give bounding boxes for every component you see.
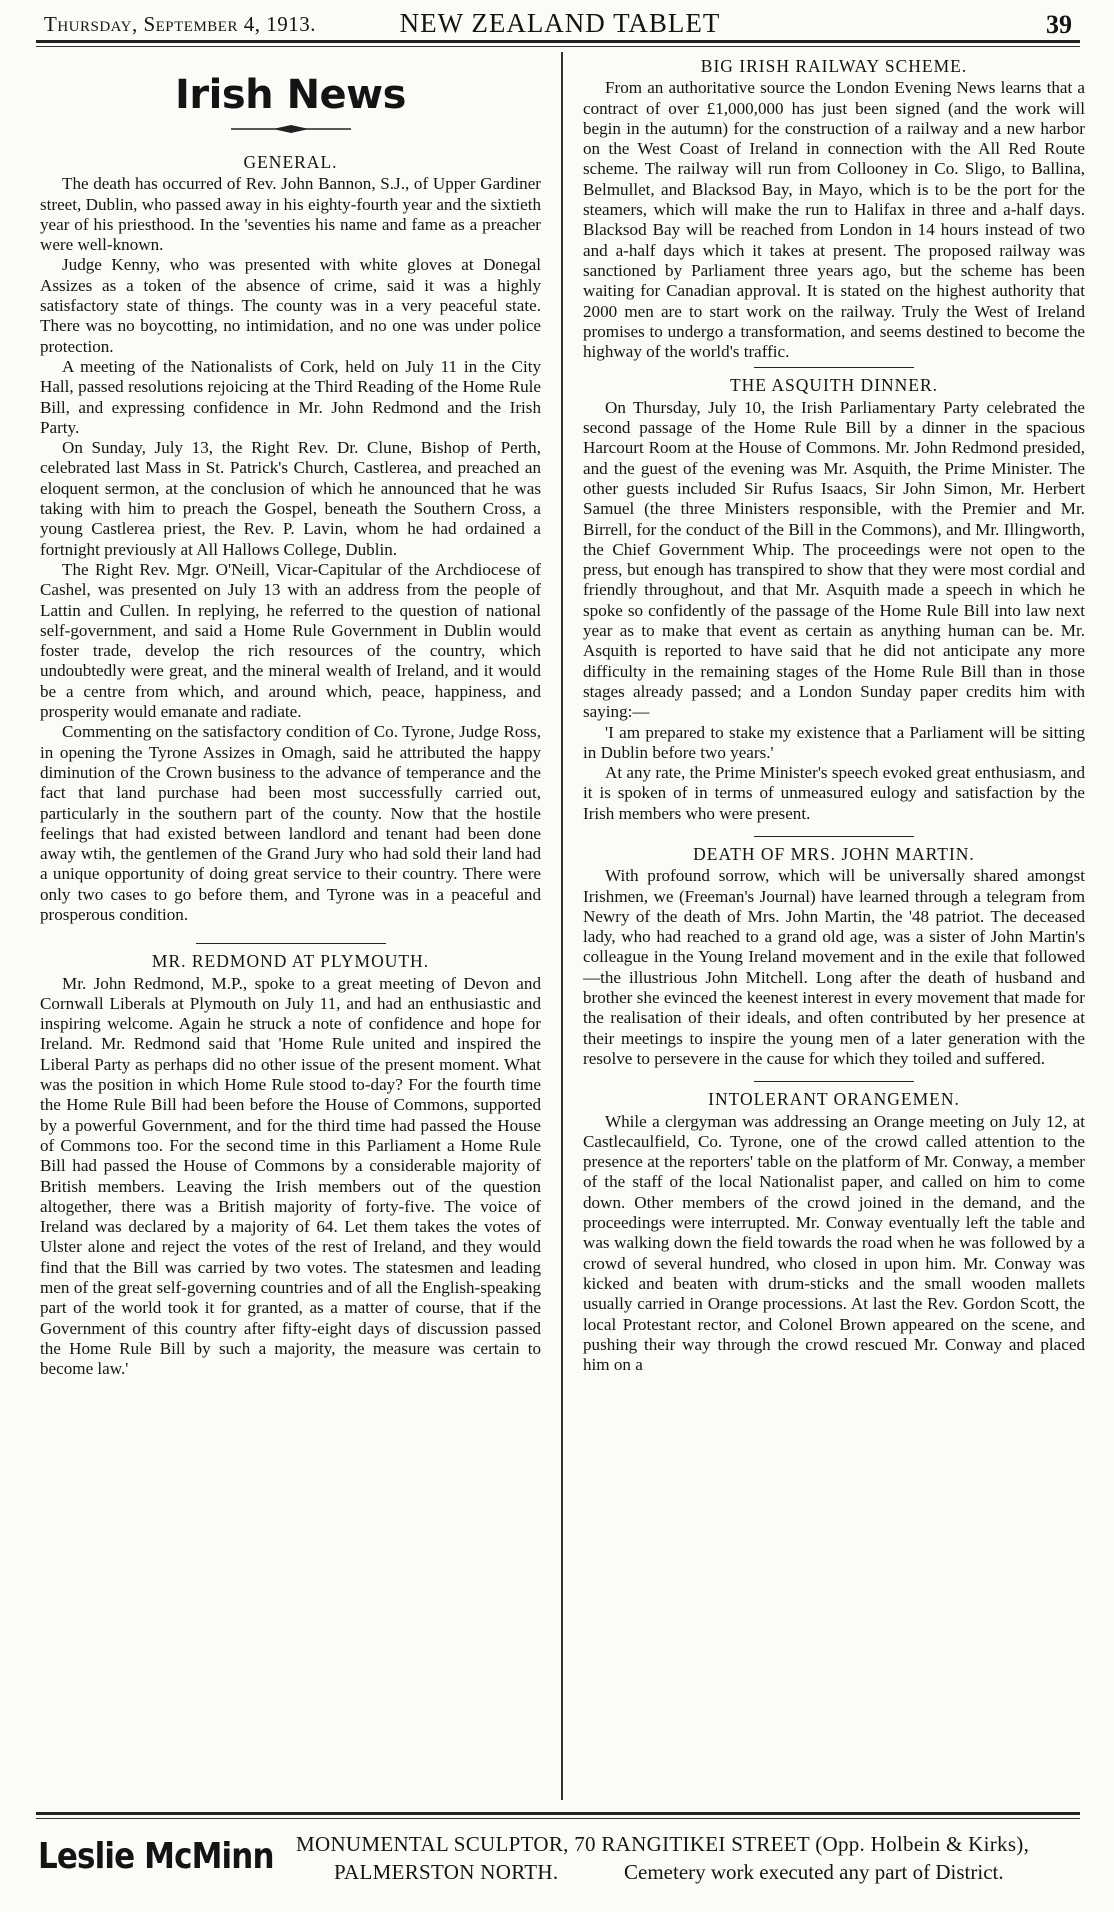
article-heading: DEATH OF MRS. JOHN MARTIN. bbox=[693, 843, 975, 864]
left-column bbox=[40, 56, 541, 1380]
publication-title: NEW ZEALAND TABLET bbox=[399, 8, 721, 38]
article-martin bbox=[583, 844, 1085, 1069]
article-paragraph: The Right Rev. Mgr. O'Neill, Vicar-Capitular of the Archdiocese of Cashel, was presented on July 13 with an address from the people of Lattin and Cullen. In replying, he referred to the question of national self-government, and said a Home Rule Government in Dublin would foster trade, develop the rich resources of the country, which undoubtedly were great, and the mineral wealth of Ireland, and it would be a centre from which, and around which, peace, happiness, and prosperity would emanate and radiate. bbox=[40, 559, 541, 722]
article-asquith bbox=[583, 375, 1085, 824]
title-ornament bbox=[231, 124, 351, 134]
article-paragraph: On Sunday, July 13, the Right Rev. Dr. Clune, Bishop of Perth, celebrated last Mass in St. Patrick's Church, Castlerea, and preached an eloquent sermon, at the conclusion of which he announced that he was taking with him to preach the Gospel, beneath the Southern Cross, a young Castlerea priest, the Rev. P. Lavin, whom he had ordained a fortnight previously at All Hallows College, Dublin. bbox=[40, 438, 541, 559]
article-heading: BIG IRISH RAILWAY SCHEME. bbox=[700, 56, 968, 76]
masthead bbox=[40, 8, 1080, 40]
article-paragraph: From an authoritative source the London Evening News learns that a contract of over £1,000,000 has just been signed (and the work will begin in the autumn) for the construction of a railway and a new harbor on the West Coast of Ireland in connection with the All Red Route scheme. The railway will run from Collooney in Co. Sligo, to Ballina, Belmullet, and Blacksod Bay, in Mayo, which is to be the port for the steamers, which will make the run to Halifax in three and a-half days. Blacksod Bay will be reached from London in 14 hours instead of two and a-half days which it takes at present. The proposed railway was sanctioned by Parliament three years ago, but the scheme has been waiting for Canadian approval. It is stated on the highest authority that 2000 men are to start work on the railway. Truly the West of Ireland promises to undergo a transformation, and seems destined to become the highway of the world's traffic. bbox=[583, 78, 1085, 362]
page-number: 39 bbox=[1046, 10, 1072, 39]
article-paragraph: While a clergyman was addressing an Orange meeting on July 12, at Castlecaulfield, Co. Tyrone, one of the crowd called attention to the presence at the reporters' table on the platform of Mr. Conway, a member of the staff of the local Nationalist paper, and called on him to come down. Other members of the crowd joined in the demand, and the proceedings were interrupted. Mr. Conway eventually left the table and was walking down the field towards the road when he was followed by a crowd of several hundred, who closed in upon him. Mr. Conway was kicked and beaten with drum-sticks and the small wooden mallets usually carried in Orange processions. At last the Rev. Gordon Scott, the local Protestant rector, and Colonel Brown appeared on the scene, and pushing their way through the crowd rescued Mr. Conway and placed him on a bbox=[583, 1111, 1085, 1375]
article-paragraph: Judge Kenny, who was presented with white gloves at Donegal Assizes as a token of the absence of crime, said it was a highly satisfactory state of things. The county was in a very peaceful state. There was no boycotting, no intimidation, and no one was under police protection. bbox=[40, 255, 541, 356]
article-orangemen bbox=[583, 1089, 1085, 1375]
column-divider bbox=[561, 52, 563, 1800]
article-paragraph: A meeting of the Nationalists of Cork, held on July 11 in the City Hall, passed resolutions rejoicing at the Third Reading of the Home Rule Bill, and expressing confidence in Mr. John Redmond and the Irish Party. bbox=[40, 356, 541, 437]
article-general bbox=[40, 152, 541, 925]
header-rule bbox=[36, 40, 1080, 43]
advertisement bbox=[38, 1826, 1082, 1886]
article-heading: MR. REDMOND AT PLYMOUTH. bbox=[151, 951, 430, 972]
article-paragraph: With profound sorrow, which will be universally shared amongst Irishmen, we (Freeman's Journal) have learned through a telegram from Newry of the death of Mrs. John Martin, the '48 patriot. The deceased lady, who had reached to a grand old age, was a sister of John Martin's colleague in the Young Ireland movement and in the exile that followed—the illustrious John Mitchell. Long after the death of husband and brother she evinced the keenest interest in every movement that made for the realisation of their ideals, and often contributed by her presence at their meetings to inspire the young men of a later generation with the resolve to persevere in the cause for which they toiled and suffered. bbox=[583, 866, 1085, 1068]
advertiser-town: PALMERSTON NORTH. bbox=[334, 1860, 559, 1884]
article-quote: 'I am prepared to stake my existence that a Parliament will be sitting in Dublin before two years.' bbox=[583, 722, 1085, 762]
article-separator bbox=[754, 836, 914, 837]
article-paragraph: At any rate, the Prime Minister's speech evoked great enthusiasm, and it is spoken of in terms of unmeasured eulogy and satisfaction by the Irish members who were present. bbox=[583, 763, 1085, 823]
article-separator bbox=[196, 943, 386, 944]
advertiser-service: Cemetery work executed any part of District. bbox=[624, 1860, 1004, 1884]
header-rule-thin bbox=[36, 46, 1080, 47]
article-separator bbox=[754, 1081, 914, 1082]
article-paragraph: Commenting on the satisfactory condition of Co. Tyrone, Judge Ross, in opening the Tyrone Assizes in Omagh, said he attributed the happy diminution of the Crown business to the advance of temperance and the fact that land purchase had been most successfully carried out, particularly in the southern part of the county. Now that the hostile feelings that had existed between landlord and tenant had been done away wtih, the gentlemen of the Grand Jury who had sold their land had a unique opportunity of doing great service to their country. There were only two cases to go before them, and Tyrone was in a peaceful and prosperous condition. bbox=[40, 722, 541, 924]
issue-date: Thursday, September 4, 1913. bbox=[44, 12, 316, 36]
article-paragraph: On Thursday, July 10, the Irish Parliamentary Party celebrated the second passage of the Home Rule Bill by a dinner in the spacious Harcourt Room at the House of Commons. Mr. John Redmond presided, and the guest of the evening was Mr. Asquith, the Prime Minister. The other guests included Sir Rufus Isaacs, Sir John Simon, Mr. Herbert Samuel (the three Ministers responsible, with the Premier and Mr. Birrell, for the conduct of the Bill in the Commons), and Mr. Illingworth, the Chief Government Whip. The proceedings were not open to the press, but enough has transpired to show that they were most cordial and friendly throughout, and that Mr. Asquith made a speech in which he spoke so confidently of the passage of the Home Rule Bill into law next year as to make that event as certain as anything human can be. Mr. Asquith is reported to have said that he did not anticipate any more difficulty in the remaining stages of the Home Rule Bill than in those stages already passed; and a London Sunday paper credits him with saying:— bbox=[583, 397, 1085, 722]
article-heading: GENERAL. bbox=[243, 152, 338, 172]
right-column bbox=[583, 56, 1085, 1375]
article-paragraph: The death has occurred of Rev. John Bannon, S.J., of Upper Gardiner street, Dublin, who passed away in his eighty-fourth year and the sixtieth year of his priesthood. In the 'seventies his name and fame as a preacher were well-known. bbox=[40, 174, 541, 255]
article-paragraph: Mr. John Redmond, M.P., spoke to a great meeting of Devon and Cornwall Liberals at Plymouth on July 11, and had an enthusiastic and inspiring welcome. Again he struck a note of confidence and hope for Ireland. Mr. Redmond said that 'Home Rule united and inspired the Liberal Party as perhaps did no other issue of the present moment. What was the position in which Home Rule stood to-day? For the fourth time the Home Rule Bill had been before the House of Commons, supported by a powerful Government, and for the third time had passed the House of Commons too. For the second time in this Parliament a Home Rule Bill had passed the House of Commons by a considerable majority of British members. Leaving the Irish members out of the question altogether, there was a British majority of forty-five. The voice of Ireland was declared by a majority of 64. Let them takes the votes of Ulster alone and reject the votes of the rest of Ireland, and they would find that the Bill was carried by two votes. The statesmen and leading men of the great self-governing countries and of all the English-speaking part of the world took it for granted, as a matter of course, that if the Government of this country after fifty-eight days of discussion passed the Home Rule Bill by such a majority, the measure was certain to become law.' bbox=[40, 973, 541, 1379]
article-redmond bbox=[40, 951, 541, 1379]
footer-rule bbox=[36, 1812, 1080, 1815]
advertiser-address: MONUMENTAL SCULPTOR, 70 RANGITIKEI STREET (Opp. Holbein & Kirks), bbox=[296, 1832, 1030, 1856]
footer-rule-thin bbox=[36, 1818, 1080, 1819]
article-separator bbox=[754, 367, 914, 368]
article-heading: INTOLERANT ORANGEMEN. bbox=[708, 1089, 960, 1110]
article-railway bbox=[583, 56, 1085, 362]
advertiser-name: Leslie McMinn bbox=[38, 1836, 274, 1877]
article-heading: THE ASQUITH DINNER. bbox=[729, 375, 939, 396]
section-title: Irish News bbox=[175, 72, 406, 118]
